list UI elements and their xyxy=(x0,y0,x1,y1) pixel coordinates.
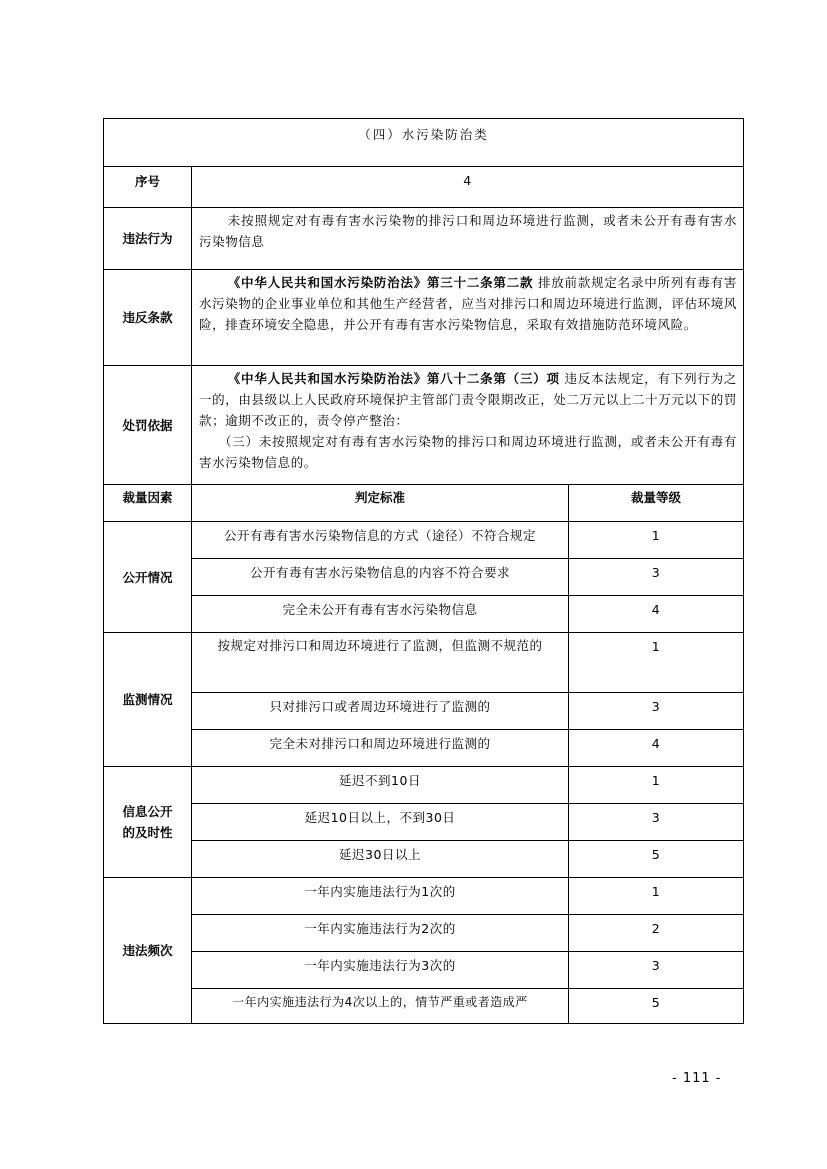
level-cell: 1 xyxy=(569,633,744,693)
level-cell: 4 xyxy=(569,596,744,633)
title-text: （四）水污染防治类 xyxy=(358,127,489,142)
criterion-cell: 按规定对排污口和周边环境进行了监测，但监测不规范的 xyxy=(192,633,569,693)
level-cell: 1 xyxy=(569,767,744,804)
table-row xyxy=(104,767,744,804)
criterion-cell: 完全未公开有毒有害水污染物信息 xyxy=(192,596,569,633)
factor-timeliness-line-2: 的及时性 xyxy=(122,825,173,840)
table-row xyxy=(104,915,744,952)
table-title xyxy=(104,119,744,167)
header-criterion: 判定标准 xyxy=(192,485,569,522)
penalty-law-reference: 《中华人民共和国水污染防治法》第八十二条第（三）项 xyxy=(227,371,560,386)
penalty-item-three: （三）未按照规定对有毒有害水污染物的排污口和周边环境进行监测，或者未公开有毒有害水污染物信息的。 xyxy=(199,434,738,470)
level-cell: 1 xyxy=(569,522,744,559)
criterion-cell: 延迟30日以上 xyxy=(192,841,569,878)
table-row xyxy=(104,841,744,878)
page-number: - 111 - xyxy=(672,1071,722,1086)
criterion-cell: 公开有毒有害水污染物信息的内容不符合要求 xyxy=(192,559,569,596)
level-cell: 3 xyxy=(569,559,744,596)
serial-row xyxy=(104,167,744,208)
violation-label: 违法行为 xyxy=(104,208,192,270)
header-level: 裁量等级 xyxy=(569,485,744,522)
clause-law-reference: 《中华人民共和国水污染防治法》第三十二条第二款 xyxy=(227,275,534,290)
table-row xyxy=(104,730,744,767)
penalty-basis-paragraph xyxy=(199,368,737,431)
header-factor: 裁量因素 xyxy=(104,485,192,522)
clause-text: 排放前款规定名录中所列有毒有害水污染物的企业事业单位和其他生产经营者，应当对排污口和周边环境进行监测，评估环境风险，排查环境安全隐患，并公开有毒有害水污染物信息，采取有效措施防范环境风险。 xyxy=(199,275,738,332)
table-row xyxy=(104,559,744,596)
penalty-basis-row xyxy=(104,366,744,485)
criterion-cell: 一年内实施违法行为3次的 xyxy=(192,952,569,989)
factor-disclosure: 公开情况 xyxy=(104,522,192,633)
penalty-standard-table xyxy=(103,118,744,1024)
table-row xyxy=(104,989,744,1024)
factor-timeliness xyxy=(104,767,192,878)
factor-timeliness-line-1: 信息公开 xyxy=(122,804,173,819)
serial-value: 4 xyxy=(192,167,744,208)
criterion-cell: 一年内实施违法行为4次以上的，情节严重或者造成严 xyxy=(192,989,569,1024)
penalty-basis-content xyxy=(192,366,744,485)
criterion-cell: 一年内实施违法行为2次的 xyxy=(192,915,569,952)
level-cell: 4 xyxy=(569,730,744,767)
violation-text: 未按照规定对有毒有害水污染物的排污口和周边环境进行监测，或者未公开有毒有害水污染物信息 xyxy=(192,208,744,270)
table-row xyxy=(104,633,744,693)
factor-monitoring: 监测情况 xyxy=(104,633,192,767)
serial-label: 序号 xyxy=(104,167,192,208)
criterion-cell: 延迟不到10日 xyxy=(192,767,569,804)
level-cell: 3 xyxy=(569,952,744,989)
table-row xyxy=(104,952,744,989)
discretion-header-row xyxy=(104,485,744,522)
table-row xyxy=(104,522,744,559)
criterion-cell: 完全未对排污口和周边环境进行监测的 xyxy=(192,730,569,767)
factor-frequency: 违法频次 xyxy=(104,878,192,1024)
violation-row xyxy=(104,208,744,270)
level-cell: 3 xyxy=(569,804,744,841)
table-row xyxy=(104,804,744,841)
level-cell: 1 xyxy=(569,878,744,915)
title-row xyxy=(104,119,744,167)
violated-clause-label: 违反条款 xyxy=(104,270,192,366)
level-cell: 3 xyxy=(569,693,744,730)
table-row xyxy=(104,596,744,633)
table-row xyxy=(104,693,744,730)
criterion-cell: 一年内实施违法行为1次的 xyxy=(192,878,569,915)
criterion-cell: 延迟10日以上，不到30日 xyxy=(192,804,569,841)
level-cell: 5 xyxy=(569,841,744,878)
criterion-cell: 只对排污口或者周边环境进行了监测的 xyxy=(192,693,569,730)
penalty-text: 违反本法规定，有下列行为之一的，由县级以上人民政府环境保护主管部门责令限期改正，处二万元以上二十万元以下的罚款；逾期不改正的，责令停产整治： xyxy=(199,371,738,428)
penalty-basis-label: 处罚依据 xyxy=(104,366,192,485)
table-row xyxy=(104,878,744,915)
violated-clause-content xyxy=(192,270,744,366)
level-cell: 5 xyxy=(569,989,744,1024)
level-cell: 2 xyxy=(569,915,744,952)
violated-clause-row xyxy=(104,270,744,366)
criterion-cell: 公开有毒有害水污染物信息的方式（途径）不符合规定 xyxy=(192,522,569,559)
